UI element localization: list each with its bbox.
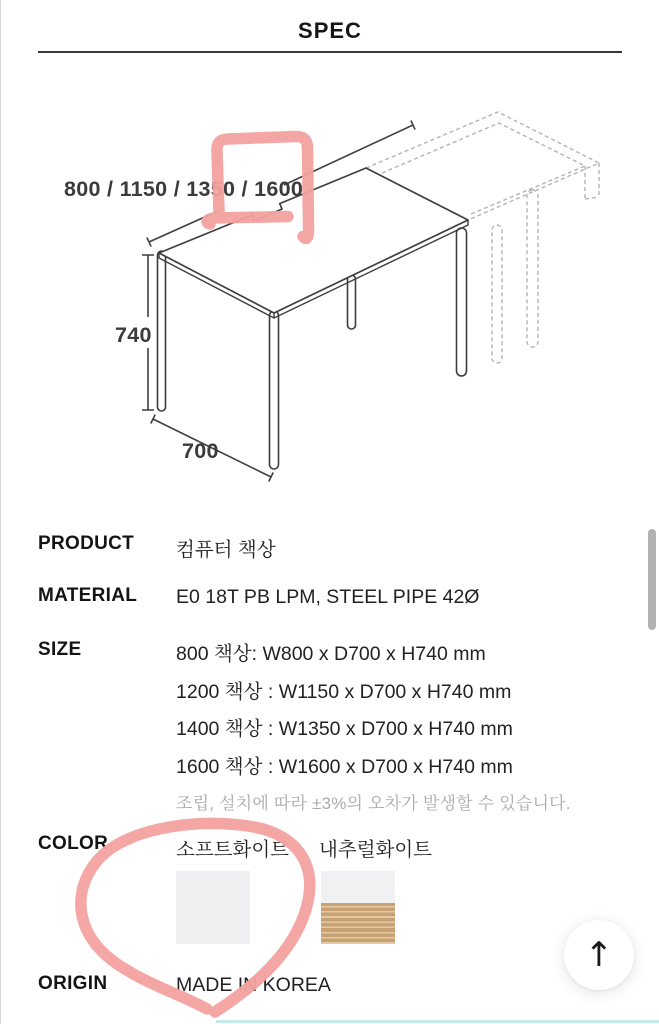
depth-dimension-label: 700 (182, 439, 219, 463)
color-option-name-natural-white: 내추럴화이트 (319, 839, 433, 861)
size-line: 800 책상: W800 x D700 x H740 mm (176, 643, 486, 665)
size-label: SIZE (38, 639, 82, 660)
size-line: 1200 책상 : W1150 x D700 x H740 mm (176, 680, 512, 703)
material-value: E0 18T PB LPM, STEEL PIPE 42Ø (176, 586, 480, 608)
scrollbar-thumb[interactable] (648, 529, 656, 630)
width-dimension-label: 800 / 1150 / 1350 / 1600 (64, 177, 304, 201)
color-swatch-soft-white (176, 871, 250, 944)
up-arrow-icon: ↑ (584, 935, 614, 975)
product-value: 컴퓨터 책상 (176, 539, 276, 561)
page-title: SPEC (298, 18, 362, 43)
desk-dimension-diagram (1, 85, 659, 505)
size-line: 1600 책상 : W1600 x D700 x H740 mm (176, 755, 513, 778)
material-label: MATERIAL (38, 585, 138, 606)
size-tolerance-note: 조립, 설치에 따라 ±3%의 오차가 발생할 수 있습니다. (176, 794, 571, 813)
next-section-divider (216, 1020, 659, 1023)
origin-value: MADE IN KOREA (176, 974, 331, 996)
product-label: PRODUCT (38, 533, 135, 554)
size-line: 1400 책상 : W1350 x D700 x H740 mm (176, 718, 513, 740)
size-value-list (176, 636, 513, 786)
color-label: COLOR (38, 833, 109, 854)
height-dimension-label: 740 (115, 323, 152, 347)
title-divider (38, 51, 622, 53)
origin-label: ORIGIN (38, 973, 108, 994)
color-swatch-natural-white (321, 871, 395, 944)
scroll-to-top-button[interactable] (564, 920, 634, 990)
color-option-name-soft-white: 소프트화이트 (176, 839, 290, 861)
